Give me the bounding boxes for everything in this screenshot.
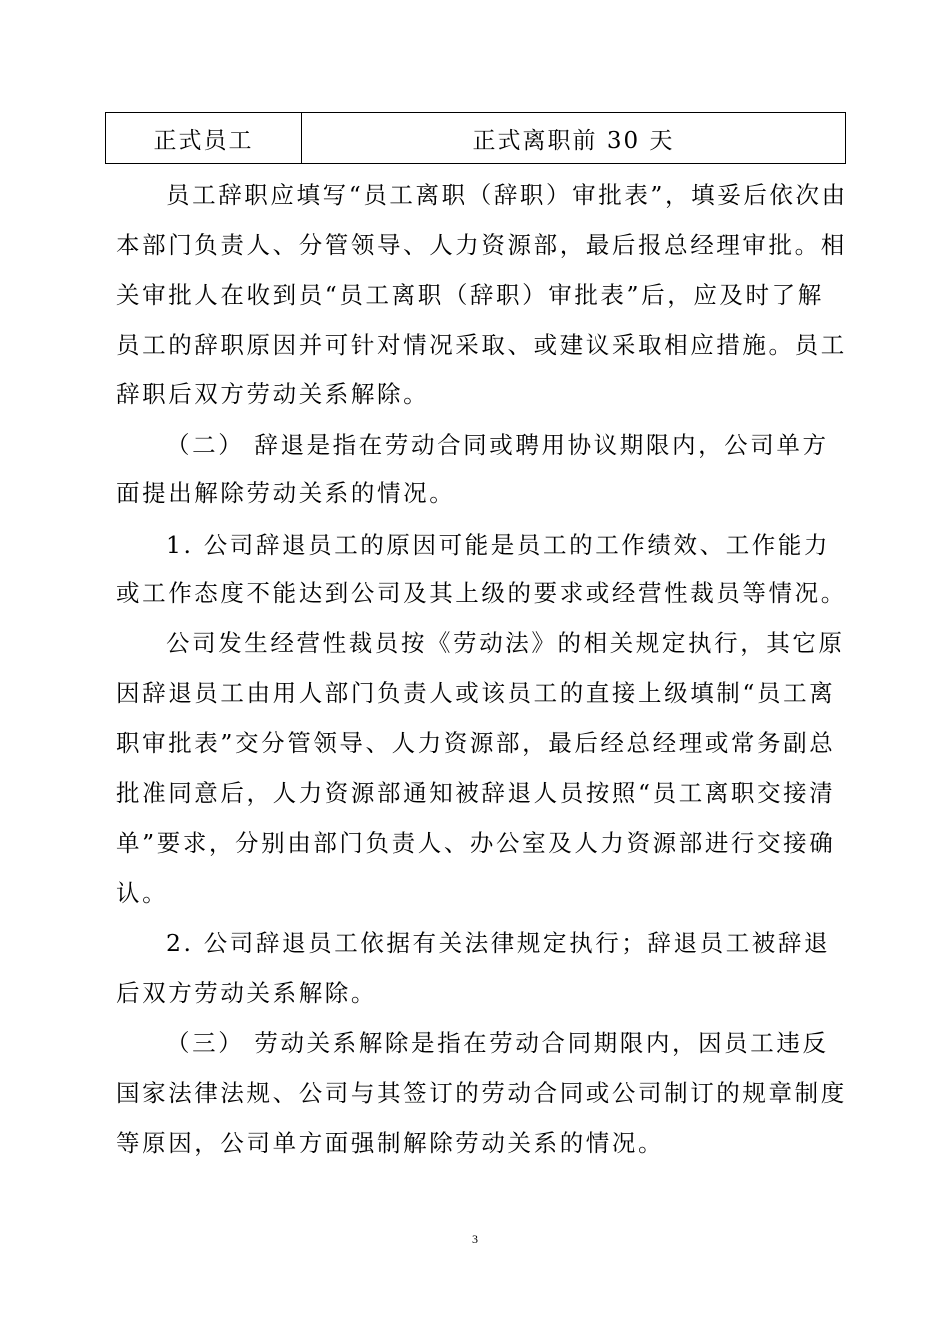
page-number: 3	[472, 1232, 478, 1246]
item-2-line-2: 后双方劳动关系解除。	[116, 979, 377, 1007]
section-two-heading-line: （二） 辞退是指在劳动合同或聘用协议期限内，公司单方	[166, 431, 829, 459]
body-line-7: 面提出解除劳动关系的情况。	[116, 479, 456, 507]
body-line-4: 员工的辞职原因并可针对情况采取、或建议采取相应措施。员工	[116, 331, 847, 359]
item-2-line-1: 2. 公司辞退员工依据有关法律规定执行；辞退员工被辞退	[166, 929, 831, 957]
body-line-15: 认。	[116, 879, 169, 907]
body-line-3: 关审批人在收到员“员工离职（辞职）审批表”后，应及时了解	[116, 281, 824, 309]
body-line-2: 本部门负责人、分管领导、人力资源部，最后报总经理审批。相	[116, 231, 847, 259]
body-line-11: 因辞退员工由用人部门负责人或该员工的直接上级填制“员工离	[116, 679, 836, 707]
section-three-heading-line: （三） 劳动关系解除是指在劳动合同期限内，因员工违反	[166, 1029, 829, 1057]
notice-period-table	[105, 112, 846, 164]
body-line-13: 批准同意后，人力资源部通知被辞退人员按照“员工离职交接清	[116, 779, 836, 807]
notice-period-cell: 正式离职前 30 天	[472, 127, 675, 154]
item-1-line-2: 或工作态度不能达到公司及其上级的要求或经营性裁员等情况。	[116, 579, 847, 607]
body-line-14: 单”要求，分别由部门负责人、办公室及人力资源部进行交接确	[116, 829, 836, 857]
item-1-line-1: 1. 公司辞退员工的原因可能是员工的工作绩效、工作能力	[166, 531, 831, 559]
body-line-19: 国家法律法规、公司与其签订的劳动合同或公司制订的规章制度	[116, 1079, 847, 1107]
body-line-10: 公司发生经营性裁员按《劳动法》的相关规定执行，其它原	[166, 629, 845, 657]
body-line-5: 辞职后双方劳动关系解除。	[116, 380, 430, 408]
body-line-12: 职审批表”交分管领导、人力资源部，最后经总经理或常务副总	[116, 729, 836, 757]
body-line-20: 等原因，公司单方面强制解除劳动关系的情况。	[116, 1129, 665, 1157]
employee-type-cell: 正式员工	[106, 113, 302, 163]
body-line-1: 员工辞职应填写“员工离职（辞职）审批表”，填妥后依次由	[166, 181, 848, 209]
